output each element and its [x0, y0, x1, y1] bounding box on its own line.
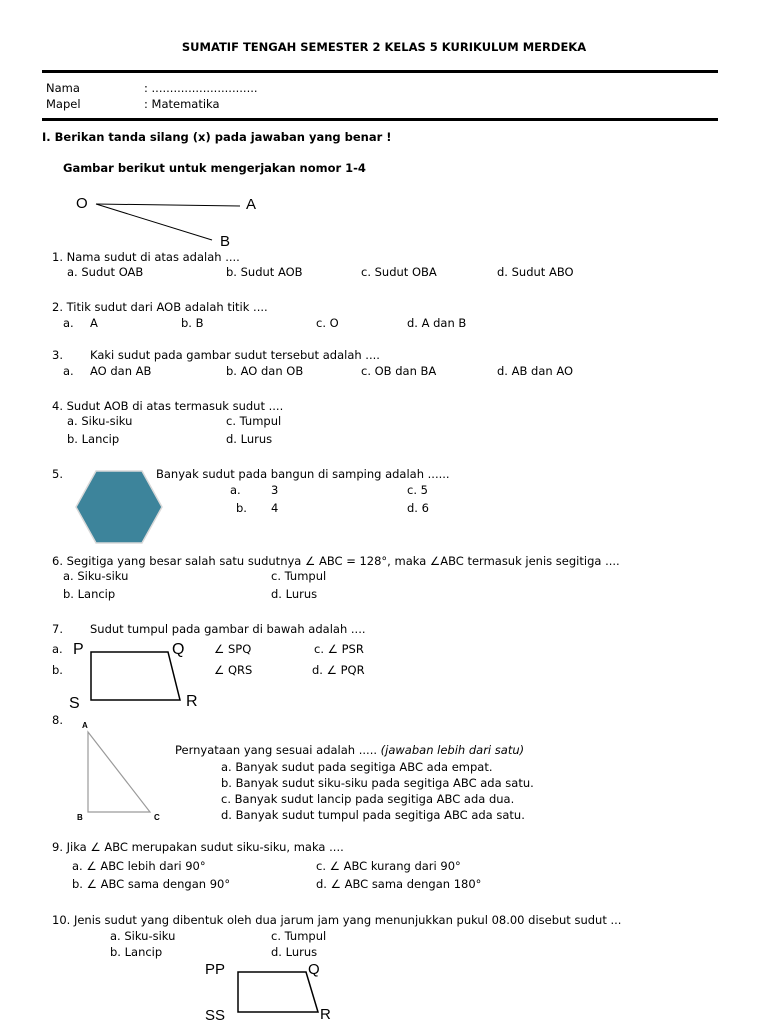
header-bottom-rule — [42, 118, 718, 121]
vertex-q-label: Q — [172, 641, 185, 658]
vertex-q2-label: Q — [308, 961, 320, 978]
q1-text: 1. Nama sudut di atas adalah .... — [52, 250, 240, 264]
name-label: Nama — [46, 81, 80, 95]
q5-text: Banyak sudut pada bangun di samping adalah ...... — [156, 467, 450, 481]
vertex-b-label: B — [77, 813, 83, 822]
q8-hint: (jawaban lebih dari satu) — [380, 743, 525, 757]
q7-option-a[interactable]: ∠ SPQ — [214, 642, 252, 656]
q2-option-b[interactable]: b. B — [181, 316, 204, 330]
q3-option-a-letter: a. — [63, 364, 74, 378]
q3-option-a[interactable]: AO dan AB — [90, 364, 152, 378]
q4-option-c[interactable]: c. Tumpul — [226, 414, 282, 428]
subject-label: Mapel — [46, 97, 81, 111]
q2-text: 2. Titik sudut dari AOB adalah titik .... — [52, 300, 268, 314]
right-triangle-figure — [74, 718, 164, 828]
q7-number: 7. — [52, 622, 63, 636]
q5-option-d[interactable]: d. 6 — [407, 501, 429, 515]
q7-option-c[interactable]: c. ∠ PSR — [314, 642, 364, 656]
q9-option-b[interactable]: b. ∠ ABC sama dengan 90° — [72, 877, 231, 891]
q10-option-b[interactable]: b. Lancip — [110, 945, 163, 959]
ray-oa — [96, 204, 240, 206]
angle-figure — [72, 190, 272, 250]
q3-number: 3. — [52, 348, 63, 362]
q8-question: Pernyataan yang sesuai adalah ..... — [175, 743, 381, 757]
q5-option-a[interactable]: 3 — [271, 483, 279, 497]
ray-ob — [96, 204, 212, 240]
hexagon-figure — [74, 467, 164, 547]
q3-text: Kaki sudut pada gambar sudut tersebut adalah .... — [90, 348, 380, 362]
q7-option-b-letter: b. — [52, 663, 63, 677]
q8-option-a[interactable]: a. Banyak sudut pada segitiga ABC ada empat. — [221, 760, 493, 774]
vertex-ss-label: SS — [205, 1007, 226, 1020]
q4-text: 4. Sudut AOB di atas termasuk sudut .... — [52, 399, 284, 413]
q2-option-c[interactable]: c. O — [316, 316, 339, 330]
section-instruction: I. Berikan tanda silang (x) pada jawaban yang benar ! — [42, 130, 392, 144]
q9-option-c[interactable]: c. ∠ ABC kurang dari 90° — [316, 859, 461, 873]
page-title: SUMATIF TENGAH SEMESTER 2 KELAS 5 KURIKULUM MERDEKA — [181, 40, 587, 54]
q6-option-b[interactable]: b. Lancip — [63, 587, 116, 601]
vertex-pp-label: PP — [205, 961, 226, 978]
q5-option-c[interactable]: c. 5 — [407, 483, 428, 497]
vertex-r-label: R — [186, 693, 198, 710]
q8-option-b[interactable]: b. Banyak sudut siku-siku pada segitiga ABC ada satu. — [221, 776, 534, 790]
vertex-a-label: A — [82, 721, 88, 730]
q1-option-a[interactable]: a. Sudut OAB — [67, 265, 144, 279]
q7-text: Sudut tumpul pada gambar di bawah adalah .... — [90, 622, 366, 636]
trapezoid-pqrs-figure-2 — [200, 958, 340, 1020]
q3-option-d[interactable]: d. AB dan AO — [497, 364, 574, 378]
q8-option-c[interactable]: c. Banyak sudut lancip pada segitiga ABC ada dua. — [221, 792, 515, 806]
trapezoid-shape — [91, 652, 180, 700]
q1-option-b[interactable]: b. Sudut AOB — [226, 265, 303, 279]
q10-text: 10. Jenis sudut yang dibentuk oleh dua jarum jam yang menunjukkan pukul 08.00 disebut sudut ... — [52, 913, 622, 927]
q9-option-a[interactable]: a. ∠ ABC lebih dari 90° — [72, 859, 206, 873]
q3-option-c[interactable]: c. OB dan BA — [361, 364, 437, 378]
q10-option-c[interactable]: c. Tumpul — [271, 929, 327, 943]
subject-value: : Matematika — [144, 97, 220, 111]
point-b-label: B — [220, 233, 231, 250]
q8-text — [175, 743, 524, 757]
q5-option-a-letter: a. — [230, 483, 241, 497]
q4-option-d[interactable]: d. Lurus — [226, 432, 273, 446]
q5-option-b[interactable]: 4 — [271, 501, 279, 515]
q4-option-b[interactable]: b. Lancip — [67, 432, 120, 446]
q6-option-a[interactable]: a. Siku-siku — [63, 569, 129, 583]
q6-text: 6. Segitiga yang besar salah satu sudutnya ∠ ABC = 128°, maka ∠ABC termasuk jenis segitiga .... — [52, 554, 620, 568]
q6-option-c[interactable]: c. Tumpul — [271, 569, 327, 583]
q2-option-a[interactable]: A — [90, 316, 98, 330]
vertex-c-label: C — [154, 813, 160, 822]
q7-option-d[interactable]: d. ∠ PQR — [312, 663, 365, 677]
q2-option-a-letter: a. — [63, 316, 74, 330]
q5-option-b-letter: b. — [236, 501, 247, 515]
point-a-label: A — [246, 196, 257, 213]
trapezoid-shape-2 — [238, 972, 318, 1012]
q10-option-a[interactable]: a. Siku-siku — [110, 929, 176, 943]
q9-option-d[interactable]: d. ∠ ABC sama dengan 180° — [316, 877, 482, 891]
q9-text: 9. Jika ∠ ABC merupakan sudut siku-siku, maka .... — [52, 840, 344, 854]
name-field: : ............................. — [144, 81, 258, 95]
q7-option-a-letter: a. — [52, 642, 63, 656]
q10-option-d[interactable]: d. Lurus — [271, 945, 318, 959]
q5-number: 5. — [52, 467, 63, 481]
q1-option-d[interactable]: d. Sudut ABO — [497, 265, 574, 279]
q6-option-d[interactable]: d. Lurus — [271, 587, 318, 601]
q4-option-a[interactable]: a. Siku-siku — [67, 414, 133, 428]
vertex-o-label: O — [76, 195, 88, 212]
vertex-p-label: P — [73, 641, 84, 658]
vertex-r2-label: R — [320, 1006, 331, 1020]
q8-number: 8. — [52, 713, 63, 727]
q1-option-c[interactable]: c. Sudut OBA — [361, 265, 437, 279]
q8-option-d[interactable]: d. Banyak sudut tumpul pada segitiga ABC ada satu. — [221, 808, 525, 822]
q2-option-d[interactable]: d. A dan B — [407, 316, 467, 330]
q3-option-b[interactable]: b. AO dan OB — [226, 364, 304, 378]
figure-note: Gambar berikut untuk mengerjakan nomor 1-4 — [63, 161, 366, 175]
hexagon-shape — [76, 471, 162, 543]
q7-option-b[interactable]: ∠ QRS — [214, 663, 253, 677]
vertex-s-label: S — [69, 695, 80, 710]
trapezoid-pqrs-figure — [64, 638, 214, 710]
header-top-rule — [42, 70, 718, 73]
triangle-shape — [88, 732, 150, 812]
